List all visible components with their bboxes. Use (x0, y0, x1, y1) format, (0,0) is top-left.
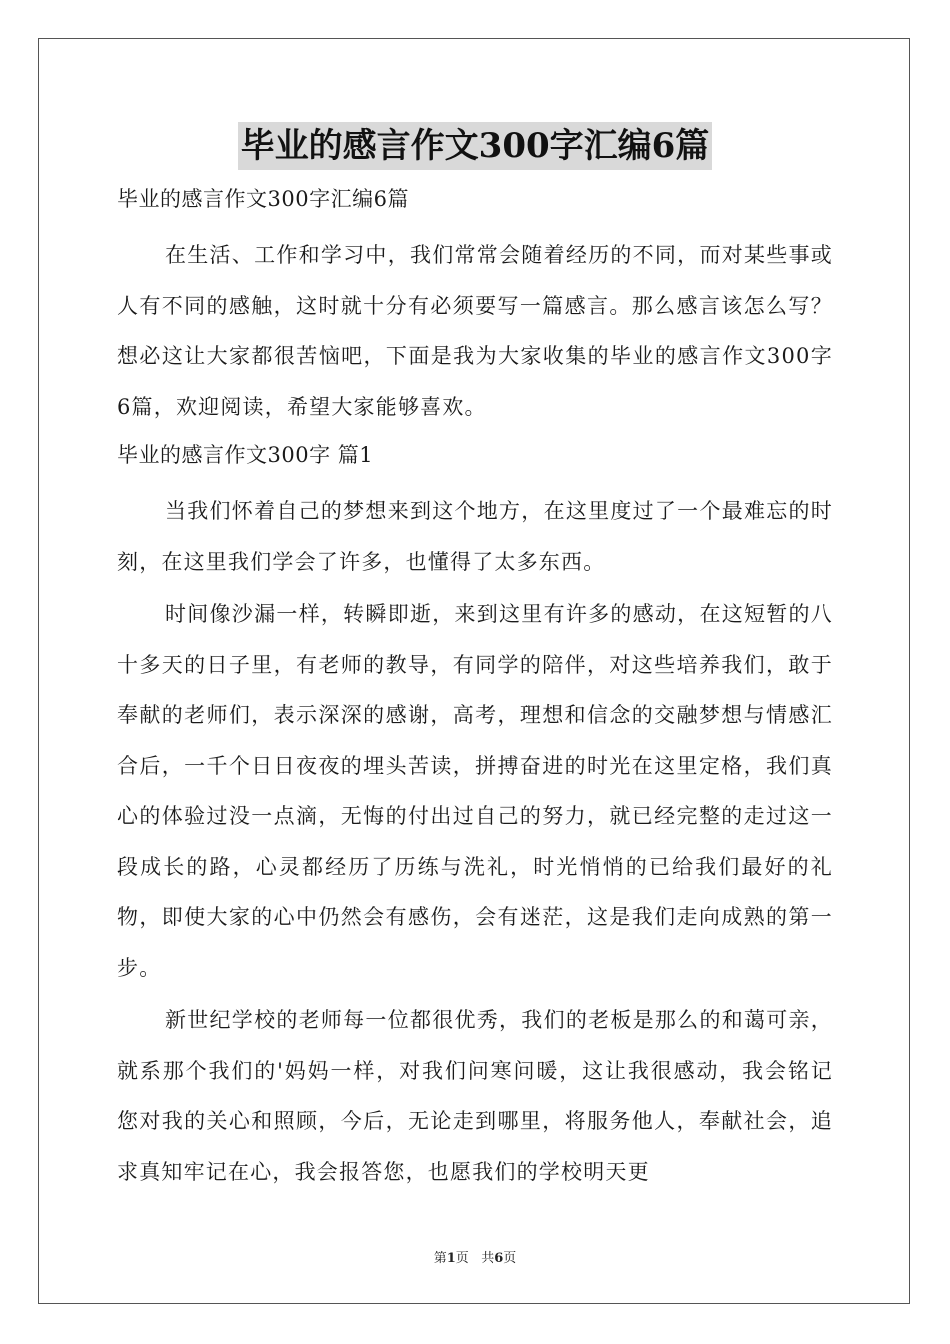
document-title: 毕业的感言作文300字汇编6篇 (238, 122, 713, 170)
body-paragraph-3: 新世纪学校的老师每一位都很优秀，我们的老板是那么的和蔼可亲，就系那个我们的'妈妈一样，对我们问寒问暖，这让我很感动，我会铭记您对我的关心和照顾，今后，无论走到哪里，将服务他人，奉献社会，追求真知牢记在心，我会报答您，也愿我们的学校明天更 (117, 1008, 833, 1184)
page-footer (0, 1247, 950, 1266)
body-paragraph-2: 时间像沙漏一样，转瞬即逝，来到这里有许多的感动，在这短暂的八十多天的日子里，有老师的教导，有同学的陪伴，对这些培养我们，敢于奉献的老师们，表示深深的感谢，高考，理想和信念的交融梦想与情感汇合后，一千个日日夜夜的埋头苦读，拼搏奋进的时光在这里定格，我们真心的体验过没一点滴，无悔的付出过自己的努力，就已经完整的走过这一段成长的路，心灵都经历了历练与洗礼，时光悄悄的已给我们最好的礼物，即使大家的心中仍然会有感伤，会有迷茫，这是我们走向成熟的第一步。 (117, 602, 833, 980)
total-suffix: 页 (503, 1251, 517, 1266)
section-heading: 毕业的感言作文300字 篇1 (117, 443, 374, 467)
body-paragraph-1: 当我们怀着自己的梦想来到这个地方，在这里度过了一个最难忘的时刻，在这里我们学会了许多，也懂得了太多东西。 (117, 499, 833, 574)
total-prefix: 共 (481, 1251, 495, 1266)
page-suffix: 页 (455, 1251, 469, 1266)
current-page-number: 1 (446, 1251, 456, 1266)
document-subtitle: 毕业的感言作文300字汇编6篇 (117, 187, 409, 211)
document-body (117, 180, 833, 1199)
total-page-count: 6 (494, 1251, 504, 1266)
page-prefix: 第 (433, 1251, 447, 1266)
intro-paragraph: 在生活、工作和学习中，我们常常会随着经历的不同，而对某些事或人有不同的感触，这时就十分有必须要写一篇感言。那么感言该怎么写？想必这让大家都很苦恼吧，下面是我为大家收集的毕业的感言作文300字6篇，欢迎阅读，希望大家能够喜欢。 (117, 243, 833, 419)
title-container (0, 122, 950, 170)
